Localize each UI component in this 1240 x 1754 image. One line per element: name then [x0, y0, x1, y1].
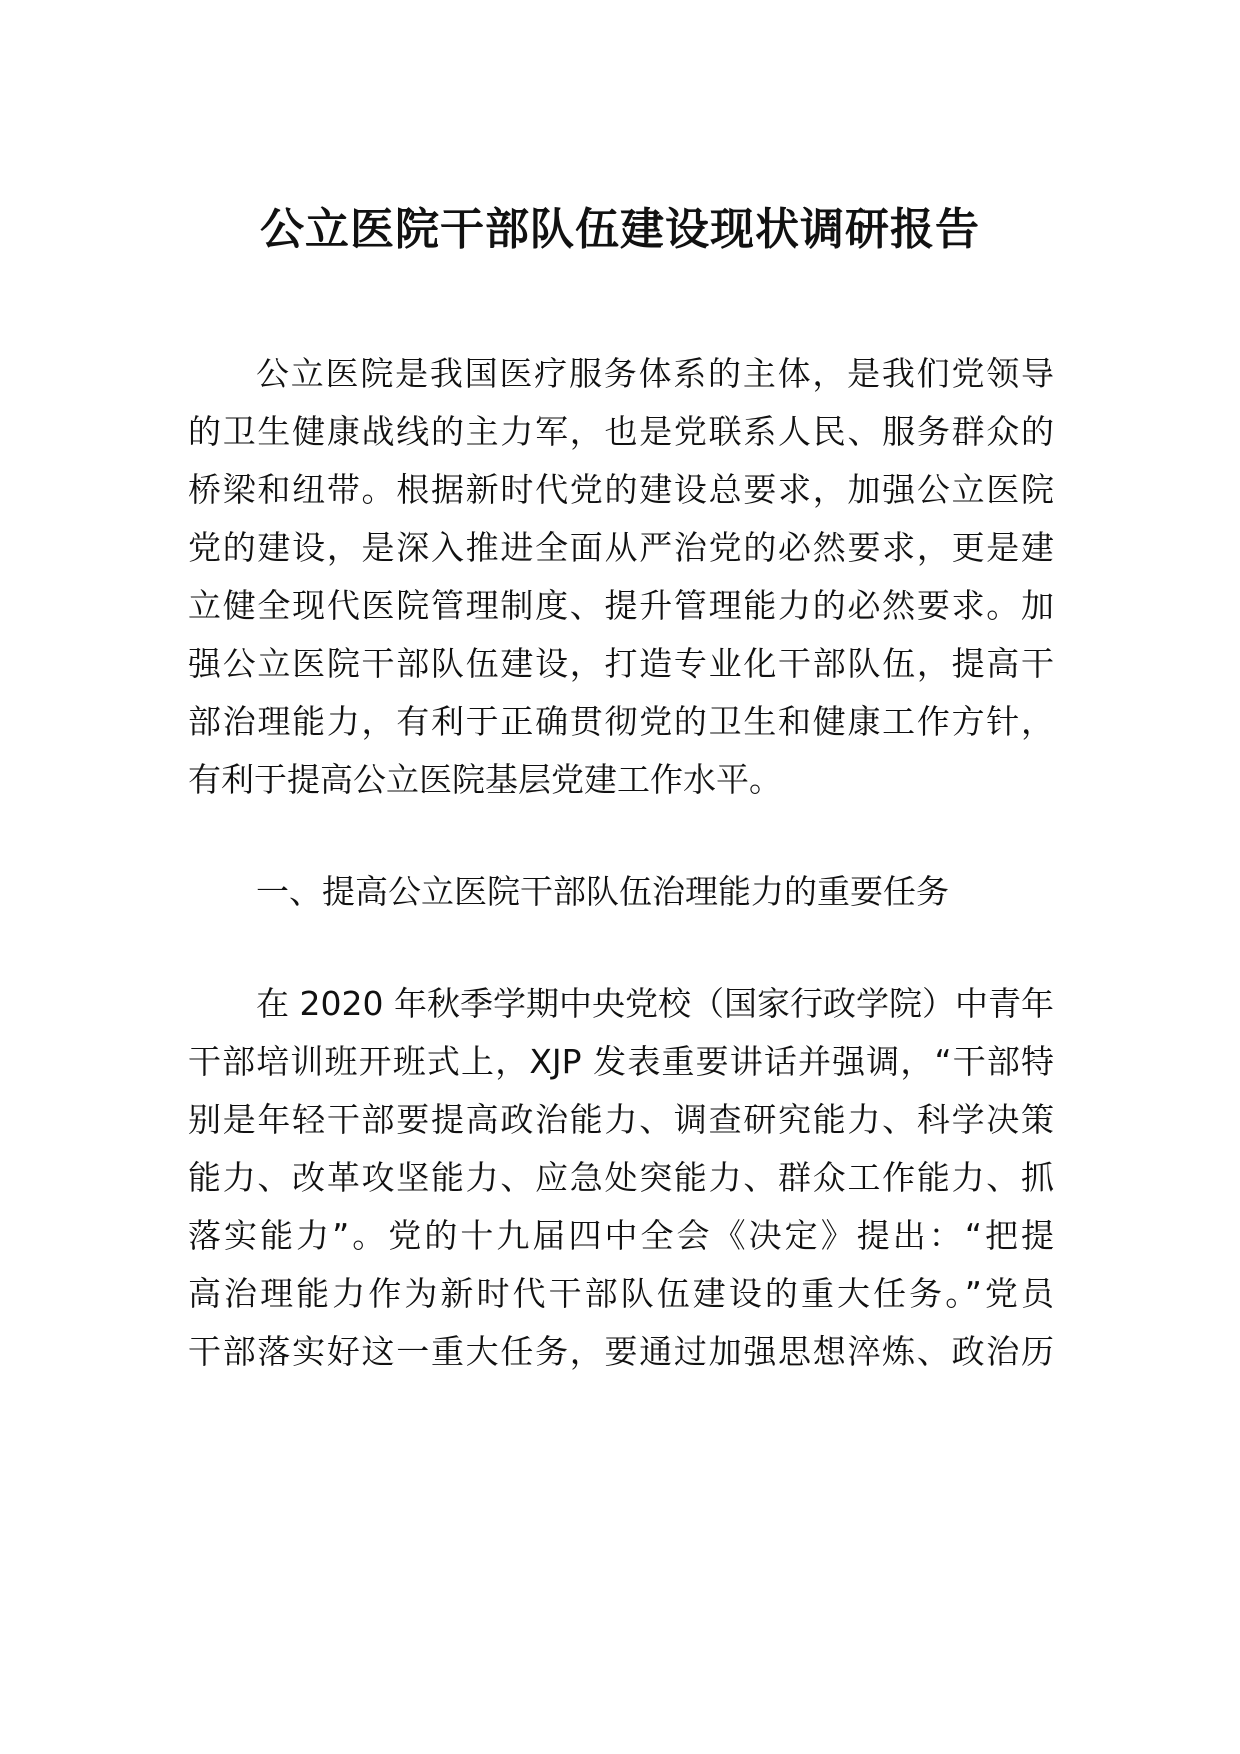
document-title: 公立医院干部队伍建设现状调研报告 — [260, 204, 980, 255]
paragraph-1-line: 党的建设，是深入推进全面从严治党的必然要求，更是建 — [188, 528, 1054, 567]
paragraph-1-line: 强公立医院干部队伍建设，打造专业化干部队伍，提高干 — [188, 644, 1054, 683]
paragraph-1-line: 有利于提高公立医院基层党建工作水平。 — [188, 760, 782, 799]
paragraph-1-line: 公立医院是我国医疗服务体系的主体，是我们党领导 — [256, 354, 1054, 393]
paragraph-2-line: 高治理能力作为新时代干部队伍建设的重大任务。”党员 — [188, 1274, 1054, 1313]
paragraph-1-line: 桥梁和纽带。根据新时代党的建设总要求，加强公立医院 — [188, 470, 1054, 509]
paragraph-2-line: 别是年轻干部要提高政治能力、调查研究能力、科学决策 — [188, 1100, 1054, 1139]
paragraph-2-line: 干部培训班开班式上，XJP 发表重要讲话并强调，“干部特 — [188, 1042, 1054, 1081]
paragraph-2-line: 干部落实好这一重大任务，要通过加强思想淬炼、政治历 — [188, 1332, 1054, 1371]
paragraph-1-line: 的卫生健康战线的主力军，也是党联系人民、服务群众的 — [188, 412, 1054, 451]
paragraph-1-line: 立健全现代医院管理制度、提升管理能力的必然要求。加 — [188, 586, 1054, 625]
paragraph-2-line: 能力、改革攻坚能力、应急处突能力、群众工作能力、抓 — [188, 1158, 1054, 1197]
paragraph-1-line: 部治理能力，有利于正确贯彻党的卫生和健康工作方针， — [188, 702, 1054, 741]
section-heading: 一、提高公立医院干部队伍治理能力的重要任务 — [256, 872, 949, 911]
paragraph-2-line: 落实能力”。党的十九届四中全会《决定》提出：“把提 — [188, 1216, 1054, 1255]
paragraph-2-line: 在 2020 年秋季学期中央党校（国家行政学院）中青年 — [256, 984, 1054, 1023]
